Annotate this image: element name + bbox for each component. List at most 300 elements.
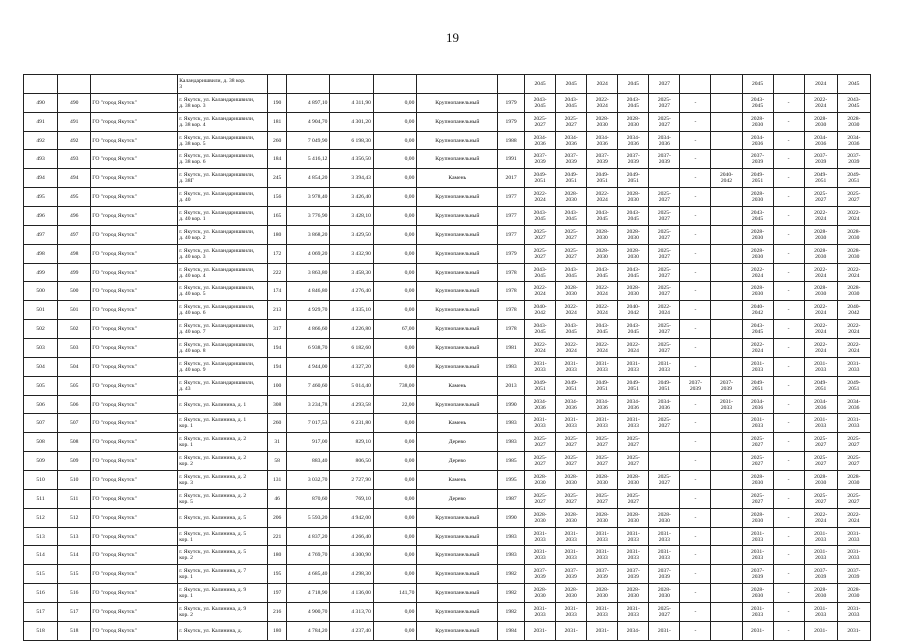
registry-number-cell	[58, 75, 91, 94]
wall-material-cell: Крупнопанельный	[417, 301, 498, 320]
living-area-cell: 5 014,40	[330, 376, 373, 395]
nonresidential-area-cell: 0,00	[373, 282, 416, 301]
address-cell: г. Якутск, ул. Каландаришвили, д. 40 кор. 9	[178, 357, 268, 376]
period-2-cell: 2034- 2036	[556, 395, 587, 414]
living-area-cell: 4 301,20	[330, 112, 373, 131]
period-8-cell: 2028- 2030	[742, 282, 773, 301]
period-8-cell: 2049- 2051	[742, 376, 773, 395]
nonresidential-area-cell: 67,00	[373, 320, 416, 339]
period-10-cell: 2022- 2024	[804, 301, 837, 320]
period-5-cell: 2049- 2051	[649, 376, 680, 395]
build-year-cell: 1991	[498, 150, 525, 169]
period-3-cell: 2025- 2027	[587, 452, 618, 471]
nonresidential-area-cell: 0,00	[373, 188, 416, 207]
build-year-cell: 1987	[498, 489, 525, 508]
period-10-cell: 2022- 2024	[804, 93, 837, 112]
period-8-cell: 2034- 2036	[742, 395, 773, 414]
table-row	[24, 301, 871, 320]
period-3-cell: 2031- 2033	[587, 546, 618, 565]
build-year-cell: 1982	[498, 565, 525, 584]
period-1-cell: 2022- 2024	[525, 282, 556, 301]
living-area-cell: 4 237,40	[330, 621, 373, 640]
period-4-cell: 2028- 2030	[618, 244, 649, 263]
period-10-cell: 2031-	[804, 621, 837, 640]
period-7-cell	[711, 546, 742, 565]
period-8-cell: 2031-	[742, 621, 773, 640]
build-year-cell: 1990	[498, 508, 525, 527]
period-5-cell	[649, 433, 680, 452]
nonresidential-area-cell: 0,00	[373, 471, 416, 490]
living-area-cell: 4 335,10	[330, 301, 373, 320]
period-1-cell: 2031- 2033	[525, 414, 556, 433]
residents-cell: 260	[268, 131, 287, 150]
period-3-cell: 2031- 2033	[587, 357, 618, 376]
residents-cell: 194	[268, 339, 287, 358]
period-9-cell: -	[773, 376, 804, 395]
period-4-cell: 2028- 2030	[618, 225, 649, 244]
nonresidential-area-cell: 0,00	[373, 357, 416, 376]
nonresidential-area-cell: 0,00	[373, 565, 416, 584]
nonresidential-area-cell: 141,70	[373, 584, 416, 603]
build-year-cell: 2017	[498, 169, 525, 188]
build-year-cell: 1981	[498, 339, 525, 358]
period-11-cell: 2028- 2030	[837, 584, 870, 603]
period-7-cell	[711, 225, 742, 244]
address-cell: г. Якутск, ул. Калинина, д. 9 кор. 2	[178, 603, 268, 622]
row-number-cell: 501	[24, 301, 58, 320]
municipality-cell: ГО "город Якутск"	[91, 244, 178, 263]
period-11-cell: 2028- 2030	[837, 282, 870, 301]
total-area-cell: 7 049,90	[286, 131, 329, 150]
build-year-cell: 1982	[498, 603, 525, 622]
period-9-cell: -	[773, 565, 804, 584]
wall-material-cell: Дерево	[417, 489, 498, 508]
registry-number-cell: 500	[58, 282, 91, 301]
living-area-cell: 3 394,43	[330, 169, 373, 188]
period-2-cell: 2034- 2036	[556, 131, 587, 150]
residents-cell: 156	[268, 188, 287, 207]
row-number-cell: 495	[24, 188, 58, 207]
row-number-cell: 516	[24, 584, 58, 603]
period-10-cell: 2022- 2024	[804, 339, 837, 358]
period-3-cell: 2022- 2024	[587, 339, 618, 358]
wall-material-cell: Крупнопанельный	[417, 339, 498, 358]
period-7-cell: 2031- 2033	[711, 395, 742, 414]
table-row	[24, 244, 871, 263]
table-row	[24, 150, 871, 169]
period-10-cell: 2049- 2051	[804, 169, 837, 188]
period-9-cell: -	[773, 508, 804, 527]
address-cell: г. Якутск, ул. Калинина, д.	[178, 621, 268, 640]
table-row	[24, 452, 871, 471]
period-11-cell: 2025- 2027	[837, 452, 870, 471]
period-4-cell: 2037- 2039	[618, 150, 649, 169]
living-area-cell: 6 182,60	[330, 339, 373, 358]
period-1-cell: 2028- 2030	[525, 471, 556, 490]
period-7-cell	[711, 282, 742, 301]
build-year-cell: 1983	[498, 414, 525, 433]
period-7-cell	[711, 508, 742, 527]
address-cell: г. Якутск, ул. Калинина, д. 1 кор. 1	[178, 414, 268, 433]
address-cell: г. Якутск, ул. Каландаришвили, д. 40 кор. 6	[178, 301, 268, 320]
period-9-cell: -	[773, 225, 804, 244]
period-3-cell: 2043- 2045	[587, 320, 618, 339]
period-10-cell: 2028- 2030	[804, 282, 837, 301]
period-10-cell: 2024	[804, 75, 837, 94]
period-3-cell: 2037- 2039	[587, 565, 618, 584]
row-number-cell: 499	[24, 263, 58, 282]
living-area-cell: 3 432,90	[330, 244, 373, 263]
table-row	[24, 546, 871, 565]
period-2-cell: 2043- 2045	[556, 263, 587, 282]
build-year-cell: 1983	[498, 357, 525, 376]
row-number-cell: 498	[24, 244, 58, 263]
registry-number-cell: 502	[58, 320, 91, 339]
table-row	[24, 225, 871, 244]
address-cell: г. Якутск, ул. Калинина, д. 1	[178, 395, 268, 414]
row-number-cell: 518	[24, 621, 58, 640]
residents-cell: 317	[268, 320, 287, 339]
build-year-cell	[498, 75, 525, 94]
period-8-cell: 2022- 2024	[742, 263, 773, 282]
period-3-cell: 2022- 2024	[587, 188, 618, 207]
period-8-cell: 2025- 2027	[742, 452, 773, 471]
period-8-cell: 2028- 2030	[742, 112, 773, 131]
build-year-cell: 1983	[498, 546, 525, 565]
period-4-cell: 2031- 2033	[618, 603, 649, 622]
period-9-cell: -	[773, 603, 804, 622]
period-8-cell: 2049- 2051	[742, 169, 773, 188]
registry-number-cell: 494	[58, 169, 91, 188]
municipality-cell: ГО "город Якутск"	[91, 546, 178, 565]
period-1-cell: 2031- 2033	[525, 357, 556, 376]
total-area-cell: 3 234,78	[286, 395, 329, 414]
living-area-cell: 6 198,30	[330, 131, 373, 150]
period-10-cell: 2028- 2030	[804, 584, 837, 603]
period-6-cell: -	[680, 621, 711, 640]
period-6-cell: -	[680, 452, 711, 471]
period-8-cell: 2037- 2039	[742, 150, 773, 169]
period-6-cell: -	[680, 565, 711, 584]
period-4-cell: 2040- 2042	[618, 301, 649, 320]
period-3-cell: 2049- 2051	[587, 376, 618, 395]
period-9-cell: -	[773, 93, 804, 112]
residents-cell: 180	[268, 621, 287, 640]
wall-material-cell: Крупнопанельный	[417, 282, 498, 301]
period-2-cell: 2037- 2039	[556, 150, 587, 169]
registry-number-cell: 510	[58, 471, 91, 490]
total-area-cell: 3 868,20	[286, 225, 329, 244]
period-7-cell	[711, 603, 742, 622]
nonresidential-area-cell: 0,00	[373, 225, 416, 244]
page-number: 19	[446, 30, 459, 45]
registry-number-cell: 493	[58, 150, 91, 169]
row-number-cell: 503	[24, 339, 58, 358]
table-row	[24, 93, 871, 112]
period-7-cell	[711, 357, 742, 376]
period-4-cell: 2028- 2030	[618, 584, 649, 603]
row-number-cell: 502	[24, 320, 58, 339]
period-9-cell: -	[773, 169, 804, 188]
total-area-cell: 6 938,70	[286, 339, 329, 358]
build-year-cell: 1988	[498, 131, 525, 150]
period-3-cell: 2028- 2030	[587, 508, 618, 527]
period-6-cell: -	[680, 357, 711, 376]
period-6-cell: -	[680, 112, 711, 131]
build-year-cell: 1990	[498, 395, 525, 414]
living-area-cell: 4 136,00	[330, 584, 373, 603]
period-11-cell: 2028- 2030	[837, 225, 870, 244]
period-6-cell: -	[680, 395, 711, 414]
period-11-cell: 2031- 2033	[837, 603, 870, 622]
period-6-cell: -	[680, 263, 711, 282]
registry-number-cell: 515	[58, 565, 91, 584]
period-7-cell	[711, 527, 742, 546]
nonresidential-area-cell: 0,00	[373, 169, 416, 188]
period-6-cell: -	[680, 339, 711, 358]
period-3-cell: 2034- 2036	[587, 131, 618, 150]
registry-number-cell: 513	[58, 527, 91, 546]
build-year-cell: 1995	[498, 471, 525, 490]
nonresidential-area-cell: 0,00	[373, 414, 416, 433]
period-11-cell: 2049- 2051	[837, 169, 870, 188]
residents-cell: 216	[268, 603, 287, 622]
period-8-cell: 2034- 2036	[742, 131, 773, 150]
nonresidential-area-cell: 0,00	[373, 207, 416, 226]
period-10-cell: 2034- 2036	[804, 131, 837, 150]
period-1-cell: 2031- 2033	[525, 546, 556, 565]
period-3-cell: 2043- 2045	[587, 263, 618, 282]
period-5-cell: 2025- 2027	[649, 320, 680, 339]
period-3-cell: 2034- 2036	[587, 395, 618, 414]
period-5-cell: 2028- 2030	[649, 508, 680, 527]
period-3-cell: 2031- 2033	[587, 414, 618, 433]
period-1-cell: 2043- 2045	[525, 263, 556, 282]
table-row	[24, 357, 871, 376]
period-6-cell: -	[680, 169, 711, 188]
table-row	[24, 508, 871, 527]
row-number-cell: 497	[24, 225, 58, 244]
row-number-cell: 505	[24, 376, 58, 395]
living-area-cell: 3 429,50	[330, 225, 373, 244]
residents-cell: 181	[268, 112, 287, 131]
row-number-cell: 508	[24, 433, 58, 452]
registry-number-cell: 490	[58, 93, 91, 112]
period-1-cell: 2040- 2042	[525, 301, 556, 320]
wall-material-cell: Крупнопанельный	[417, 244, 498, 263]
municipality-cell: ГО "город Якутск"	[91, 207, 178, 226]
residents-cell: 308	[268, 395, 287, 414]
period-10-cell: 2022- 2024	[804, 207, 837, 226]
row-number-cell: 511	[24, 489, 58, 508]
nonresidential-area-cell: 0,00	[373, 93, 416, 112]
period-11-cell: 2034- 2036	[837, 131, 870, 150]
living-area-cell: 4 313,70	[330, 603, 373, 622]
period-1-cell: 2045	[525, 75, 556, 94]
period-1-cell: 2037- 2039	[525, 150, 556, 169]
period-6-cell: -	[680, 584, 711, 603]
wall-material-cell: Крупнопанельный	[417, 508, 498, 527]
period-4-cell: 2028- 2030	[618, 508, 649, 527]
period-3-cell: 2028- 2030	[587, 225, 618, 244]
period-2-cell: 2031- 2033	[556, 527, 587, 546]
registry-number-cell: 495	[58, 188, 91, 207]
living-area-cell: 4 226,80	[330, 320, 373, 339]
period-4-cell: 2031- 2033	[618, 527, 649, 546]
total-area-cell: 883,40	[286, 452, 329, 471]
period-11-cell: 2028- 2030	[837, 244, 870, 263]
address-cell: г. Якутск, ул. Каландаришвили, д. 40 кор. 8	[178, 339, 268, 358]
period-3-cell: 2024	[587, 75, 618, 94]
period-4-cell: 2043- 2045	[618, 93, 649, 112]
period-4-cell: 2034- 2036	[618, 395, 649, 414]
total-area-cell: 4 944,00	[286, 357, 329, 376]
period-2-cell: 2025- 2027	[556, 225, 587, 244]
period-11-cell: 2022- 2024	[837, 263, 870, 282]
nonresidential-area-cell: 0,00	[373, 527, 416, 546]
period-9-cell: -	[773, 584, 804, 603]
period-4-cell: 2043- 2045	[618, 263, 649, 282]
period-11-cell: 2025- 2027	[837, 188, 870, 207]
build-year-cell: 1978	[498, 282, 525, 301]
period-2-cell: 2037- 2039	[556, 565, 587, 584]
period-1-cell: 2043- 2045	[525, 320, 556, 339]
row-number-cell: 500	[24, 282, 58, 301]
period-10-cell: 2031- 2033	[804, 357, 837, 376]
address-cell: г. Якутск, ул. Калинина, д. 5 кор. 2	[178, 546, 268, 565]
build-year-cell: 1979	[498, 93, 525, 112]
period-10-cell: 2031- 2033	[804, 414, 837, 433]
period-10-cell: 2031- 2033	[804, 527, 837, 546]
period-11-cell: 2025- 2027	[837, 433, 870, 452]
period-1-cell: 2034- 2036	[525, 395, 556, 414]
period-2-cell: 2031- 2033	[556, 546, 587, 565]
address-cell: г. Якутск, ул. Каландаришвили, д. 40 кор. 5	[178, 282, 268, 301]
nonresidential-area-cell: 0,00	[373, 263, 416, 282]
nonresidential-area-cell: 0,00	[373, 508, 416, 527]
municipality-cell: ГО "город Якутск"	[91, 433, 178, 452]
build-year-cell: 1977	[498, 188, 525, 207]
period-1-cell: 2043- 2045	[525, 207, 556, 226]
municipality-cell: ГО "город Якутск"	[91, 112, 178, 131]
residents-cell: 194	[268, 357, 287, 376]
residents-cell: 221	[268, 527, 287, 546]
period-2-cell: 2043- 2045	[556, 207, 587, 226]
residents-cell: 213	[268, 301, 287, 320]
period-8-cell: 2025- 2027	[742, 489, 773, 508]
registry-number-cell: 516	[58, 584, 91, 603]
period-2-cell: 2028- 2030	[556, 282, 587, 301]
table-row	[24, 282, 871, 301]
period-7-cell: 2037- 2039	[711, 376, 742, 395]
period-6-cell: -	[680, 414, 711, 433]
living-area-cell: 769,10	[330, 489, 373, 508]
period-7-cell: 2040- 2042	[711, 169, 742, 188]
period-4-cell: 2025- 2027	[618, 489, 649, 508]
period-4-cell: 2043- 2045	[618, 320, 649, 339]
period-3-cell: 2037- 2039	[587, 150, 618, 169]
row-number-cell: 517	[24, 603, 58, 622]
municipality-cell: ГО "город Якутск"	[91, 452, 178, 471]
row-number-cell: 504	[24, 357, 58, 376]
period-7-cell	[711, 621, 742, 640]
living-area-cell: 3 426,40	[330, 188, 373, 207]
address-cell: г. Якутск, ул. Каландаришвили, д. 38 кор. 5	[178, 131, 268, 150]
period-8-cell: 2045	[742, 75, 773, 94]
registry-number-cell: 514	[58, 546, 91, 565]
table-row	[24, 75, 871, 94]
period-1-cell: 2022- 2024	[525, 339, 556, 358]
nonresidential-area-cell: 0,00	[373, 112, 416, 131]
period-2-cell: 2028- 2030	[556, 188, 587, 207]
residents-cell: 172	[268, 244, 287, 263]
municipality-cell: ГО "город Якутск"	[91, 150, 178, 169]
registry-number-cell: 499	[58, 263, 91, 282]
registry-number-cell: 508	[58, 433, 91, 452]
period-7-cell	[711, 150, 742, 169]
period-6-cell: -	[680, 527, 711, 546]
build-year-cell: 1977	[498, 207, 525, 226]
total-area-cell: 4 837,20	[286, 527, 329, 546]
period-4-cell: 2025- 2027	[618, 452, 649, 471]
period-7-cell	[711, 414, 742, 433]
period-11-cell: 2045	[837, 75, 870, 94]
address-cell: г. Якутск, ул. Каландаришвили, д. 43	[178, 376, 268, 395]
wall-material-cell: Камень	[417, 414, 498, 433]
period-5-cell: 2025- 2027	[649, 339, 680, 358]
period-9-cell: -	[773, 395, 804, 414]
registry-number-cell: 497	[58, 225, 91, 244]
wall-material-cell: Камень	[417, 471, 498, 490]
period-10-cell: 2028- 2030	[804, 112, 837, 131]
build-year-cell: 1983	[498, 433, 525, 452]
period-1-cell: 2049- 2051	[525, 376, 556, 395]
wall-material-cell: Крупнопанельный	[417, 565, 498, 584]
residents-cell: 58	[268, 452, 287, 471]
period-10-cell: 2031- 2033	[804, 603, 837, 622]
period-5-cell: 2025- 2027	[649, 93, 680, 112]
period-4-cell: 2034-	[618, 621, 649, 640]
period-7-cell	[711, 320, 742, 339]
nonresidential-area-cell: 0,00	[373, 150, 416, 169]
period-4-cell: 2049- 2051	[618, 376, 649, 395]
period-3-cell: 2022- 2024	[587, 93, 618, 112]
period-6-cell: -	[680, 471, 711, 490]
period-11-cell: 2043- 2045	[837, 93, 870, 112]
period-1-cell: 2025- 2027	[525, 112, 556, 131]
table-row	[24, 376, 871, 395]
municipality-cell: ГО "город Якутск"	[91, 527, 178, 546]
period-1-cell: 2031- 2033	[525, 603, 556, 622]
period-5-cell: 2025- 2027	[649, 603, 680, 622]
living-area-cell: 3 428,10	[330, 207, 373, 226]
period-6-cell: -	[680, 320, 711, 339]
period-7-cell	[711, 584, 742, 603]
period-9-cell: -	[773, 452, 804, 471]
period-5-cell: 2028- 2030	[649, 584, 680, 603]
period-6-cell: -	[680, 188, 711, 207]
period-2-cell: 2025- 2027	[556, 244, 587, 263]
period-9-cell: -	[773, 131, 804, 150]
table-row	[24, 471, 871, 490]
period-9-cell: -	[773, 282, 804, 301]
total-area-cell: 4 846,80	[286, 282, 329, 301]
period-5-cell: 2031- 2033	[649, 357, 680, 376]
living-area-cell: 2 727,90	[330, 471, 373, 490]
residents-cell	[268, 75, 287, 94]
period-1-cell: 2043- 2045	[525, 93, 556, 112]
living-area-cell: 4 266,40	[330, 527, 373, 546]
